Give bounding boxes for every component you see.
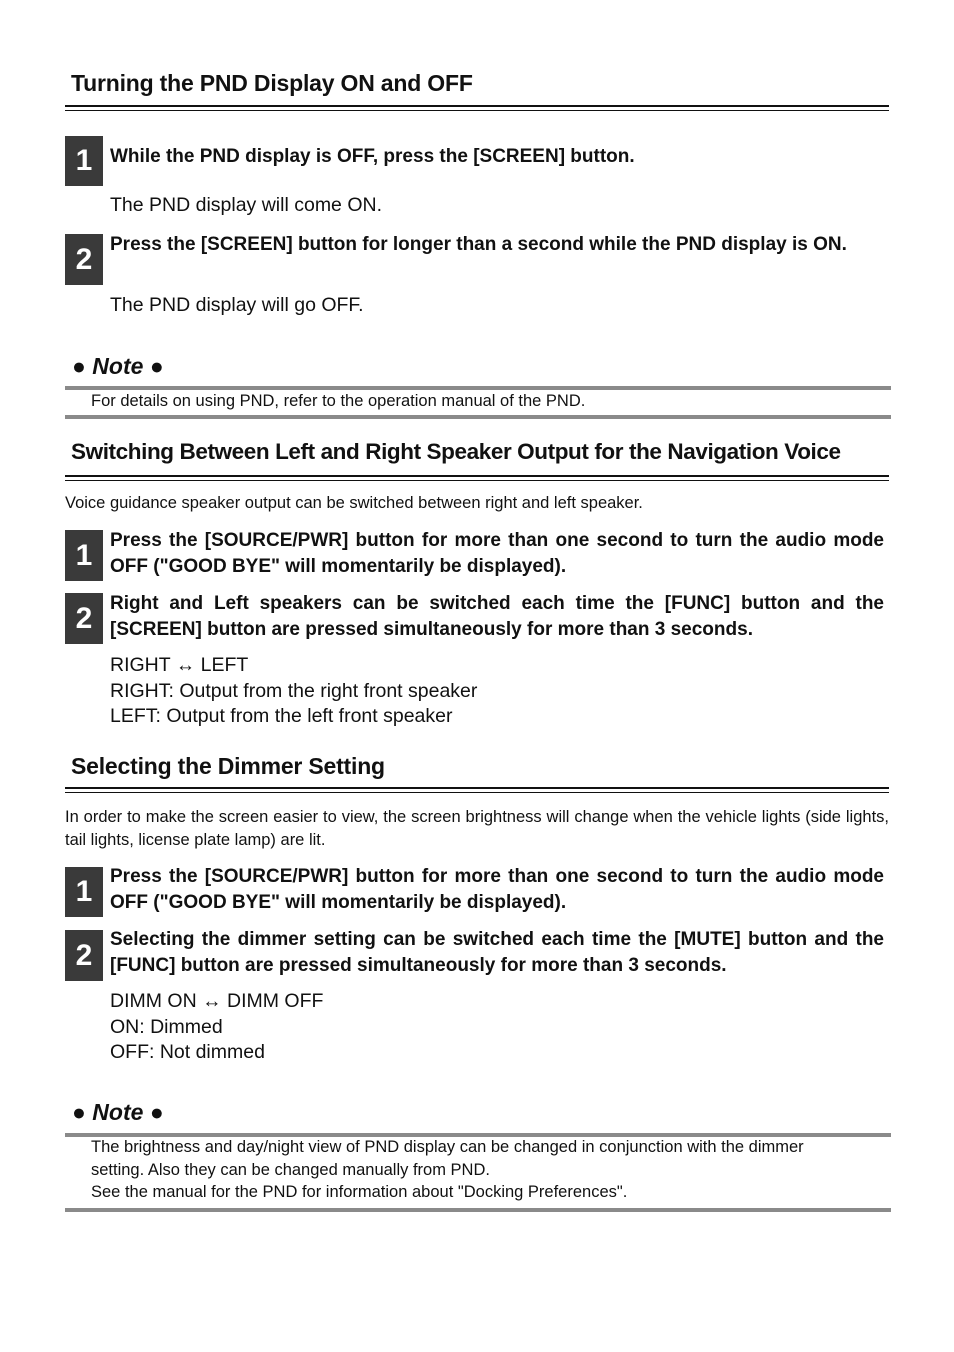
note-bullet-icon: ● <box>149 353 164 379</box>
section-rule <box>65 105 889 111</box>
section-title-pnd-display: Turning the PND Display ON and OFF <box>71 70 473 96</box>
note-heading <box>72 1099 164 1126</box>
step-badge-1: 1 <box>65 530 103 581</box>
result-line: OFF: Not dimmed <box>110 1041 265 1063</box>
section-rule <box>65 475 889 481</box>
note-text: For details on using PND, refer to the operation manual of the PND. <box>91 392 586 410</box>
step-badge-1: 1 <box>65 136 103 186</box>
note-bottom-bar <box>65 1208 891 1212</box>
result-line: RIGHT: Output from the right front speaker <box>110 679 478 702</box>
step-2-result: The PND display will go OFF. <box>110 294 364 316</box>
section-title-dimmer: Selecting the Dimmer Setting <box>71 753 385 779</box>
note-line: setting. Also they can be changed manually from PND. <box>91 1160 490 1179</box>
step-1-instruction: Press the [SOURCE/PWR] button for more than one second to turn the audio mode OFF ("GOOD BYE" will momentarily be displayed). <box>110 530 884 577</box>
section-title-speaker-output: Switching Between Left and Right Speaker Output for the Navigation Voice <box>71 439 841 464</box>
note-heading <box>72 353 164 380</box>
result-line: LEFT: Output from the left front speaker <box>110 705 453 727</box>
step-2-instruction: Right and Left speakers can be switched each time the [FUNC] button and the [SCREEN] button are pressed simultaneously for more than 3 seconds. <box>110 593 884 640</box>
note-bullet-icon: ● <box>149 1099 164 1125</box>
note-line: See the manual for the PND for information about "Docking Preferences". <box>91 1183 628 1201</box>
step-badge-2: 2 <box>65 930 103 981</box>
note-line: The brightness and day/night view of PND display can be changed in conjunction with the dimmer <box>91 1138 804 1156</box>
note-bullet-icon: ● <box>72 353 86 379</box>
note-label: Note <box>92 353 144 379</box>
note-text <box>91 1136 881 1204</box>
step-badge-2: 2 <box>65 234 103 285</box>
step-2-instruction: Selecting the dimmer setting can be switched each time the [MUTE] button and the [FUNC] button are pressed simultaneously for more than 3 seconds. <box>110 929 884 976</box>
step-1-instruction: Press the [SOURCE/PWR] button for more than one second to turn the audio mode OFF ("GOOD BYE" will momentarily be displayed). <box>110 866 884 913</box>
result-line: RIGHT ↔ LEFT <box>110 654 249 676</box>
step-2-results <box>110 989 323 1066</box>
note-bottom-bar <box>65 415 891 419</box>
section-rule <box>65 787 889 793</box>
step-1-result: The PND display will come ON. <box>110 194 382 216</box>
section-intro: Voice guidance speaker output can be switched between right and left speaker. <box>65 494 643 512</box>
result-line: ON: Dimmed <box>110 1015 223 1038</box>
note-label: Note <box>92 1099 144 1125</box>
note-bullet-icon: ● <box>72 1099 86 1125</box>
step-badge-2: 2 <box>65 593 103 644</box>
result-line: DIMM ON ↔ DIMM OFF <box>110 990 324 1012</box>
step-2-results <box>110 653 477 730</box>
step-2-instruction: Press the [SCREEN] button for longer than a second while the PND display is ON. <box>110 234 847 255</box>
section-intro: In order to make the screen easier to view, the screen brightness will change when the vehicle lights (side lights, tail lights, license plate lamp) are lit. <box>65 808 889 849</box>
step-1-instruction: While the PND display is OFF, press the [SCREEN] button. <box>110 146 635 167</box>
step-badge-1: 1 <box>65 867 103 917</box>
